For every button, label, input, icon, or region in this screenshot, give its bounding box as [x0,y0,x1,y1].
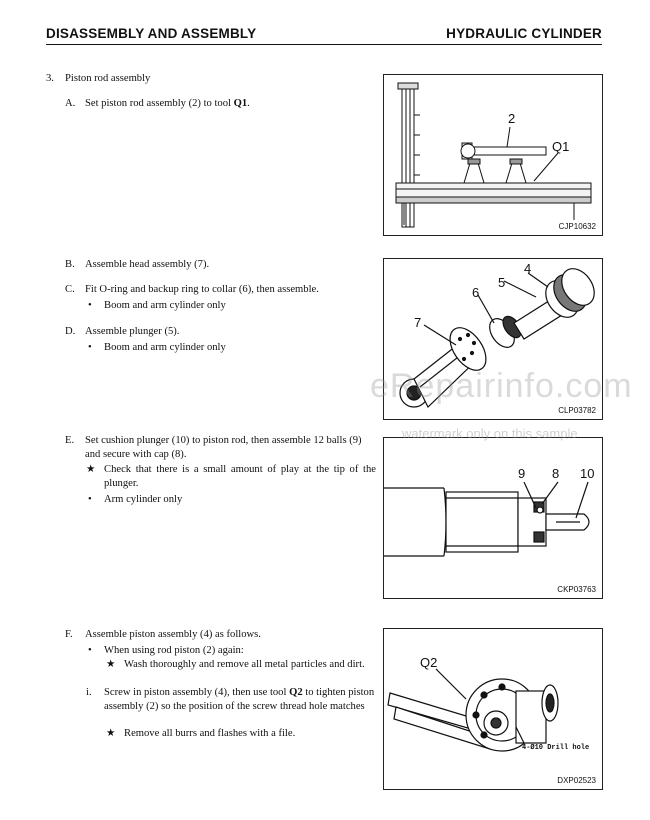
callout-label: 4 [524,261,532,276]
watermark-sub: watermark only on this sample [402,426,578,441]
callout-label: 10 [580,466,595,481]
callout-label: Q2 [420,655,438,670]
substep-i-body: Screw in piston assembly (4), then use tool [104,687,290,698]
substep-text-e-line1: Set cushion plunger (10) to piston rod, then assemble 12 balls (9) [85,435,362,446]
star-note-f: Wash thoroughly and remove all metal particles and dirt. [124,659,365,670]
figure-code: DXP02523 [557,776,596,785]
callout-label: 5 [498,275,506,290]
substep-label-e: E. [65,435,75,446]
step-number: 3. [46,73,54,84]
bullet-text-e: Arm cylinder only [104,494,183,505]
callout-label: 6 [472,285,480,300]
callout-label: 8 [552,466,560,481]
star-icon: ★ [106,659,116,670]
bullet-icon: • [88,645,92,656]
bullet-icon: • [88,300,92,311]
substep-label-i: i. [86,687,92,698]
callout-label: 9 [518,466,526,481]
figure-4-drawing [384,629,602,789]
bullet-text-f: When using rod piston (2) again: [104,645,244,656]
substep-label-b: B. [65,259,75,270]
callout-label: Q1 [552,139,570,154]
substep-text-b: Assemble head assembly (7). [85,259,210,270]
figure-tool-q2 [383,628,603,790]
substep-i-body-end: to tighten piston assembly (2) so the position of the screw thread hole matches [104,687,375,712]
figure-code: CJP10632 [558,222,596,231]
substep-text-a [85,97,250,111]
callout-label: 7 [414,315,422,330]
drill-hole-note: 4-Ø10 Drill hole [522,744,590,752]
substep-text-e-line2: and secure with cap (8). [85,449,187,460]
substep-text-f: Assemble piston assembly (4) as follows. [85,629,261,640]
bullet-icon: • [88,342,92,353]
header-rule [46,44,602,45]
bullet-text-c: Boom and arm cylinder only [104,300,226,311]
figure-code: CLP03782 [558,406,596,415]
bullet-text-d: Boom and arm cylinder only [104,342,226,353]
figure-piston-rod-on-tool [383,74,603,236]
page-header-right: HYDRAULIC CYLINDER [446,26,602,41]
step-title: Piston rod assembly [65,73,151,84]
bullet-icon: • [88,494,92,505]
substep-a-body: Set piston rod assembly (2) to tool [85,98,234,109]
star-icon: ★ [106,728,116,739]
substep-text-d: Assemble plunger (5). [85,326,180,337]
substep-label-f: F. [65,629,73,640]
tool-q2-ref: Q2 [289,687,303,698]
figure-3-drawing [384,438,602,598]
substep-a-end: . [247,98,250,109]
figure-cushion-plunger [383,437,603,599]
substep-text-c: Fit O-ring and backup ring to collar (6), then assemble. [85,284,319,295]
star-note-e: Check that there is a small amount of play at the tip of the plunger. [104,464,376,489]
substep-text-i [104,686,378,714]
star-icon: ★ [86,464,96,475]
watermark-main: eRepairinfo.com [370,367,633,405]
figure-code: CKP03763 [557,585,596,594]
page-header-left: DISASSEMBLY AND ASSEMBLY [46,26,257,41]
star-note-i: Remove all burrs and flashes with a file. [124,728,296,739]
tool-q1-ref: Q1 [233,98,248,109]
substep-label-d: D. [65,326,76,337]
figure-1-drawing [384,75,602,235]
substep-label-c: C. [65,284,75,295]
callout-label: 2 [508,111,516,126]
substep-label-a: A. [65,98,76,109]
